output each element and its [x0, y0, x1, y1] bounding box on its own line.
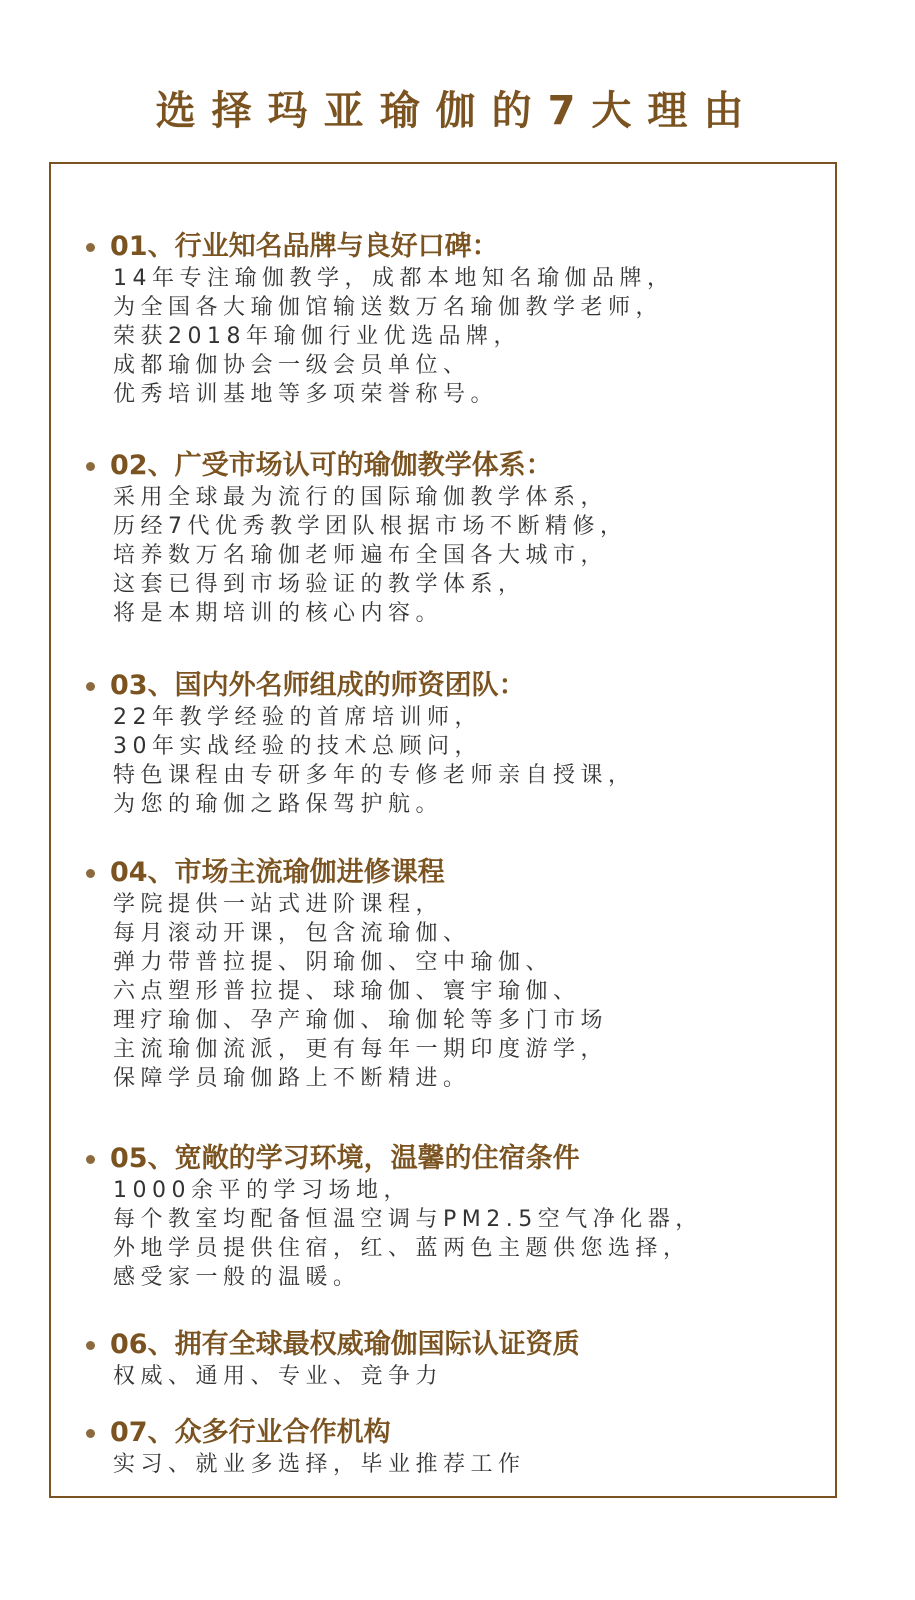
- section-line: 荣获2018年瑜伽行业优选品牌，: [113, 324, 521, 349]
- reason-section-01: [82, 230, 802, 409]
- section-line: 22年教学经验的首席培训师，: [113, 705, 482, 730]
- section-heading: [82, 230, 802, 264]
- section-line: 为全国各大瑜伽馆输送数万名瑜伽教学老师，: [113, 295, 664, 320]
- section-heading-text: 03、国内外名师组成的师资团队：: [110, 670, 526, 701]
- section-line: 培养数万名瑜伽老师遍布全国各大城市，: [113, 543, 609, 568]
- section-line: 外地学员提供住宿，红、蓝两色主题供您选择，: [113, 1236, 691, 1261]
- reason-section-03: [82, 669, 802, 819]
- section-line: 权威、通用、专业、竞争力: [113, 1364, 444, 1389]
- section-line: 弹力带普拉提、阴瑜伽、空中瑜伽、: [113, 950, 554, 975]
- bullet-icon: [86, 682, 95, 691]
- reason-section-07: [82, 1416, 802, 1479]
- page-title: 选择玛亚瑜伽的7大理由: [155, 88, 760, 134]
- section-line: 每个教室均配备恒温空调与PM2.5空气净化器，: [113, 1207, 703, 1232]
- bullet-icon: [86, 1341, 95, 1350]
- reason-section-02: [82, 449, 802, 628]
- section-line: 理疗瑜伽、孕产瑜伽、瑜伽轮等多门市场: [113, 1008, 609, 1033]
- reason-section-05: [82, 1142, 802, 1292]
- bullet-icon: [86, 1155, 95, 1164]
- section-heading-text: 05、宽敞的学习环境，温馨的住宿条件: [110, 1143, 580, 1174]
- section-line: 学院提供一站式进阶课程，: [113, 892, 444, 917]
- section-line: 14年专注瑜伽教学，成都本地知名瑜伽品牌，: [113, 266, 675, 291]
- section-line: 为您的瑜伽之路保驾护航。: [113, 792, 444, 817]
- section-line: 历经7代优秀教学团队根据市场不断精修，: [113, 514, 628, 539]
- section-heading-text: 02、广受市场认可的瑜伽教学体系：: [110, 450, 553, 481]
- section-heading: [82, 1416, 802, 1450]
- section-line: 感受家一般的温暖。: [113, 1265, 361, 1290]
- section-line: 特色课程由专研多年的专修老师亲自授课，: [113, 763, 636, 788]
- bullet-icon: [86, 462, 95, 471]
- section-line: 成都瑜伽协会一级会员单位、: [113, 353, 471, 378]
- section-heading: [82, 669, 802, 703]
- section-heading-text: 07、众多行业合作机构: [110, 1417, 391, 1448]
- section-heading-text: 04、市场主流瑜伽进修课程: [110, 857, 445, 888]
- reason-section-04: [82, 856, 802, 1093]
- bullet-icon: [86, 243, 95, 252]
- section-line: 每月滚动开课，包含流瑜伽、: [113, 921, 471, 946]
- section-heading-text: 06、拥有全球最权威瑜伽国际认证资质: [110, 1329, 580, 1360]
- bullet-icon: [86, 869, 95, 878]
- section-line: 保障学员瑜伽路上不断精进。: [113, 1066, 471, 1091]
- section-line: 六点塑形普拉提、球瑜伽、寰宇瑜伽、: [113, 979, 581, 1004]
- section-line: 1000余平的学习场地，: [113, 1178, 411, 1203]
- section-line: 主流瑜伽流派，更有每年一期印度游学，: [113, 1037, 609, 1062]
- bullet-icon: [86, 1429, 95, 1438]
- section-line: 30年实战经验的技术总顾问，: [113, 734, 482, 759]
- section-line: 实习、就业多选择，毕业推荐工作: [113, 1452, 526, 1477]
- section-heading: [82, 856, 802, 890]
- section-line: 将是本期培训的核心内容。: [113, 601, 444, 626]
- section-heading: [82, 1142, 802, 1176]
- reason-section-06: [82, 1328, 802, 1391]
- section-line: 采用全球最为流行的国际瑜伽教学体系，: [113, 485, 609, 510]
- section-heading-text: 01、行业知名品牌与良好口碑：: [110, 231, 499, 262]
- section-heading: [82, 1328, 802, 1362]
- section-line: 这套已得到市场验证的教学体系，: [113, 572, 526, 597]
- section-heading: [82, 449, 802, 483]
- section-line: 优秀培训基地等多项荣誉称号。: [113, 382, 499, 407]
